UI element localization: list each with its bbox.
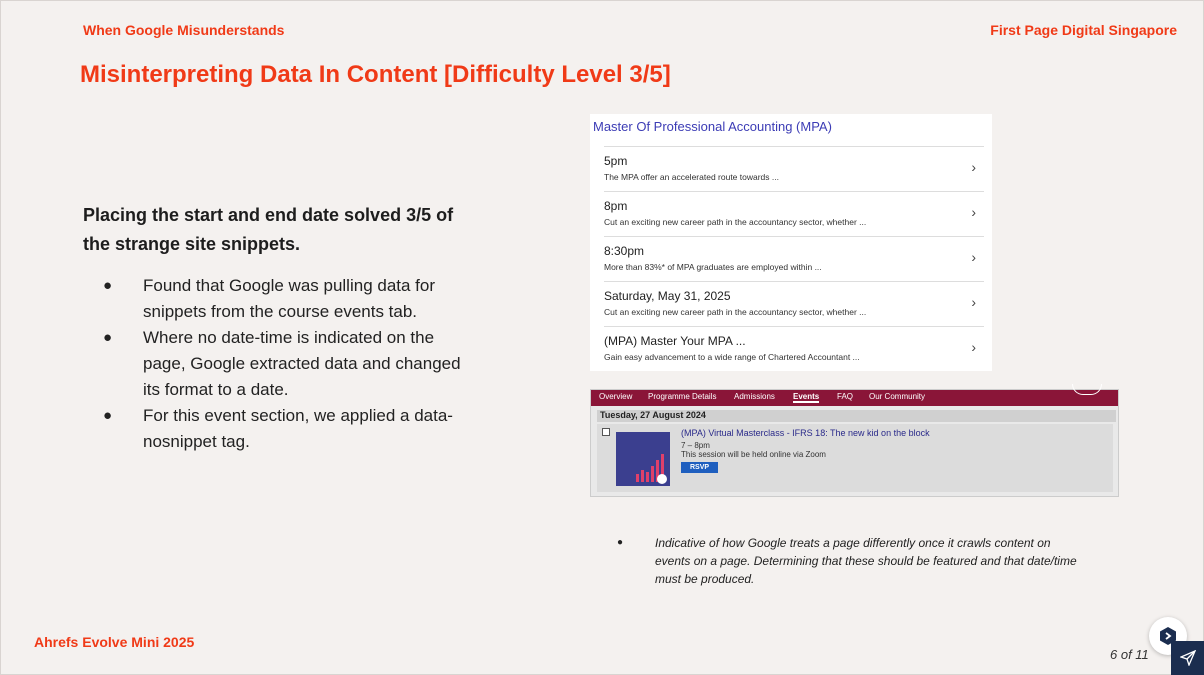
serp-row[interactable] bbox=[604, 236, 984, 282]
send-icon bbox=[1180, 650, 1196, 666]
serp-row[interactable] bbox=[604, 191, 984, 237]
slide-title: Misinterpreting Data In Content [Difficulty Level 3/5] bbox=[80, 61, 671, 88]
serp-screenshot bbox=[590, 114, 992, 371]
serp-title: Master Of Professional Accounting (MPA) bbox=[593, 119, 832, 134]
note-list bbox=[617, 534, 1077, 588]
events-screenshot bbox=[590, 389, 1119, 497]
nav-tab[interactable]: FAQ bbox=[837, 392, 854, 401]
serp-row-main: Saturday, May 31, 2025 bbox=[604, 289, 731, 303]
serp-row-main: (MPA) Master Your MPA ... bbox=[604, 334, 746, 348]
serp-row[interactable] bbox=[604, 326, 984, 372]
rsvp-button[interactable]: RSVP bbox=[681, 462, 718, 473]
bullet-text: Found that Google was pulling data for snippets from the course events tab. bbox=[143, 276, 436, 321]
serp-row-main: 8:30pm bbox=[604, 244, 645, 258]
chevron-right-icon: › bbox=[971, 339, 976, 355]
header-left: When Google Misunderstands bbox=[83, 22, 285, 38]
event-date: Tuesday, 27 August 2024 bbox=[597, 410, 1116, 422]
bullet-text: For this event section, we applied a data-nosnippet tag. bbox=[143, 406, 453, 451]
event-checkbox[interactable] bbox=[602, 428, 610, 436]
event-location: This session will be held online via Zoom bbox=[681, 450, 826, 459]
chevron-right-icon: › bbox=[971, 204, 976, 220]
nav-tab[interactable]: Programme Details bbox=[648, 392, 717, 401]
chevron-right-icon: › bbox=[971, 249, 976, 265]
serp-row[interactable] bbox=[604, 281, 984, 327]
serp-row-sub: The MPA offer an accelerated route towards ... bbox=[604, 172, 779, 182]
note-text: Indicative of how Google treats a page differently once it crawls content on events on a page. Determining that these should be featured and that date/time must be produced. bbox=[655, 536, 1077, 586]
chevron-right-icon: › bbox=[971, 159, 976, 175]
serp-row-sub: Cut an exciting new career path in the accountancy sector, whether ... bbox=[604, 217, 867, 227]
lead-text: Placing the start and end date solved 3/5 of the strange site snippets. bbox=[83, 205, 454, 254]
page-number: 6 of 11 bbox=[1110, 647, 1149, 662]
nav-decoration bbox=[1072, 384, 1102, 395]
bullet-item bbox=[103, 273, 463, 325]
serp-row-main: 8pm bbox=[604, 199, 628, 213]
serp-row-sub: More than 83%* of MPA graduates are employed within ... bbox=[604, 262, 822, 272]
footer-event-name: Ahrefs Evolve Mini 2025 bbox=[34, 634, 195, 650]
event-thumbnail bbox=[616, 432, 670, 486]
bullet-list bbox=[103, 273, 463, 455]
nav-tab[interactable]: Admissions bbox=[734, 392, 775, 401]
nav-tab[interactable]: Overview bbox=[599, 392, 633, 401]
bullet-text: Where no date-time is indicated on the page, Google extracted data and changed its format to a date. bbox=[143, 328, 461, 399]
serp-row-sub: Gain easy advancement to a wide range of Chartered Accountant ... bbox=[604, 352, 860, 362]
nav-tab-active[interactable]: Events bbox=[793, 392, 820, 401]
bullet-dot: ● bbox=[103, 407, 113, 424]
event-title[interactable]: (MPA) Virtual Masterclass - IFRS 18: The new kid on the block bbox=[681, 428, 930, 438]
nav-tab[interactable]: Our Community bbox=[869, 392, 926, 401]
serp-row-sub: Cut an exciting new career path in the accountancy sector, whether ... bbox=[604, 307, 867, 317]
send-button[interactable] bbox=[1171, 641, 1204, 675]
bullet-dot: ● bbox=[103, 277, 113, 294]
bullet-dot: ● bbox=[103, 329, 113, 346]
serp-row[interactable] bbox=[604, 146, 984, 192]
bullet-item bbox=[103, 403, 463, 455]
event-card bbox=[597, 424, 1113, 492]
speaker-avatar bbox=[657, 474, 667, 484]
event-time: 7 – 8pm bbox=[681, 441, 710, 450]
bullet-item bbox=[103, 325, 463, 403]
bullet-dot: ● bbox=[617, 537, 624, 548]
events-nav bbox=[591, 390, 1118, 406]
header-right: First Page Digital Singapore bbox=[990, 22, 1177, 38]
note-item bbox=[617, 534, 1077, 588]
chevron-right-icon: › bbox=[971, 294, 976, 310]
serp-row-main: 5pm bbox=[604, 154, 628, 168]
